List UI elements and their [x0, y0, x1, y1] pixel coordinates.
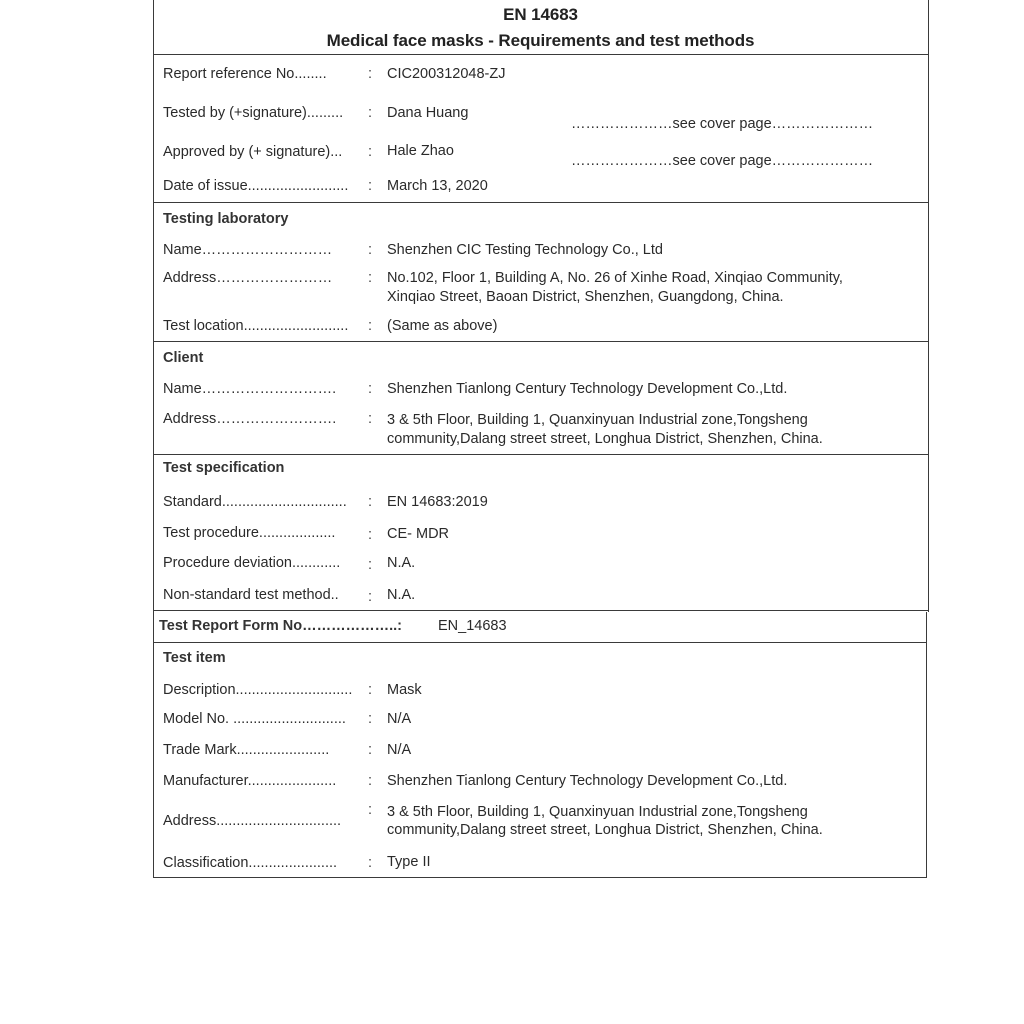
separator: :	[368, 144, 373, 160]
approved-by-value: Hale Zhao	[387, 143, 454, 159]
manufacturer-label: Manufacturer......................	[163, 773, 337, 789]
report-reference-label: Report reference No........	[163, 66, 327, 82]
classification-label: Classification......................	[163, 855, 338, 871]
standard-number: EN 14683	[503, 5, 578, 24]
divider-spec	[153, 610, 929, 611]
item-address-line2: community,Dalang street street, Longhua District, Shenzhen, China.	[387, 822, 823, 838]
tested-by-label: Tested by (+signature).........	[163, 105, 344, 121]
client-address-label: Address…………………….	[163, 411, 337, 427]
test-procedure-label: Test procedure...................	[163, 525, 336, 541]
description-value: Mask	[387, 682, 422, 698]
procedure-deviation-value: N.A.	[387, 555, 416, 571]
approved-by-label: Approved by (+ signature)...	[163, 144, 343, 160]
divider-lab	[153, 341, 929, 342]
separator: :	[368, 802, 373, 818]
model-no-label: Model No. ............................	[163, 711, 346, 727]
test-procedure-value: CE- MDR	[387, 526, 450, 542]
separator: :	[368, 242, 373, 258]
separator: :	[368, 527, 373, 543]
tested-by-value: Dana Huang	[387, 105, 469, 121]
divider-header	[153, 54, 929, 55]
separator: :	[368, 855, 373, 871]
non-standard-method-value: N.A.	[387, 587, 416, 603]
form-frame-upper	[153, 0, 929, 612]
separator: :	[368, 742, 373, 758]
separator: :	[368, 557, 373, 573]
lab-address-line2: Xinqiao Street, Baoan District, Shenzhen, Guangdong, China.	[387, 289, 784, 305]
classification-value: Type II	[387, 854, 431, 870]
lab-name-label: Name………………………	[163, 242, 333, 258]
non-standard-method-label: Non-standard test method..	[163, 587, 339, 603]
divider-form	[153, 642, 927, 643]
date-of-issue-value: March 13, 2020	[387, 178, 488, 194]
date-of-issue-label: Date of issue.........................	[163, 178, 349, 194]
separator: :	[368, 711, 373, 727]
client-name-value: Shenzhen Tianlong Century Technology Development Co.,Ltd.	[387, 381, 788, 397]
client-address-line2: community,Dalang street street, Longhua District, Shenzhen, China.	[387, 431, 823, 447]
report-reference-value: CIC200312048-ZJ	[387, 66, 506, 82]
separator: :	[368, 270, 373, 286]
standard-label: Standard...............................	[163, 494, 347, 510]
testing-laboratory-heading: Testing laboratory	[163, 211, 289, 227]
procedure-deviation-label: Procedure deviation............	[163, 555, 341, 571]
divider-client	[153, 454, 929, 455]
divider-report	[153, 202, 929, 203]
divider-bottom	[153, 877, 927, 878]
test-specification-heading: Test specification	[163, 460, 285, 476]
separator: :	[368, 178, 373, 194]
lab-address-label: Address……………………	[163, 270, 333, 286]
test-location-label: Test location..........................	[163, 318, 349, 334]
test-report-form-label: Test Report Form No………………..:	[159, 618, 403, 634]
separator: :	[368, 381, 373, 397]
approved-by-signature: …………………see cover page…………………	[571, 153, 874, 169]
manufacturer-value: Shenzhen Tianlong Century Technology Development Co.,Ltd.	[387, 773, 788, 789]
separator: :	[368, 589, 373, 605]
trade-mark-value: N/A	[387, 742, 412, 758]
separator: :	[368, 318, 373, 334]
separator: :	[368, 682, 373, 698]
test-report-form-value: EN_14683	[438, 618, 507, 634]
item-address-line1: 3 & 5th Floor, Building 1, Quanxinyuan Industrial zone,Tongsheng	[387, 804, 808, 820]
item-address-label: Address...............................	[163, 813, 342, 829]
document-title: Medical face masks - Requirements and test methods	[326, 31, 755, 50]
standard-value: EN 14683:2019	[387, 494, 488, 510]
client-heading: Client	[163, 350, 204, 366]
lab-name-value: Shenzhen CIC Testing Technology Co., Ltd	[387, 242, 663, 258]
lab-address-line1: No.102, Floor 1, Building A, No. 26 of Xinhe Road, Xinqiao Community,	[387, 270, 843, 286]
separator: :	[368, 494, 373, 510]
client-name-label: Name……………………….	[163, 381, 337, 397]
tested-by-signature: …………………see cover page…………………	[571, 116, 874, 132]
model-no-value: N/A	[387, 711, 412, 727]
trade-mark-label: Trade Mark.......................	[163, 742, 330, 758]
client-address-line1: 3 & 5th Floor, Building 1, Quanxinyuan Industrial zone,Tongsheng	[387, 412, 808, 428]
description-label: Description.............................	[163, 682, 353, 698]
test-item-heading: Test item	[163, 650, 226, 666]
separator: :	[368, 66, 373, 82]
separator: :	[368, 773, 373, 789]
test-location-value: (Same as above)	[387, 318, 498, 334]
separator: :	[368, 411, 373, 427]
separator: :	[368, 105, 373, 121]
